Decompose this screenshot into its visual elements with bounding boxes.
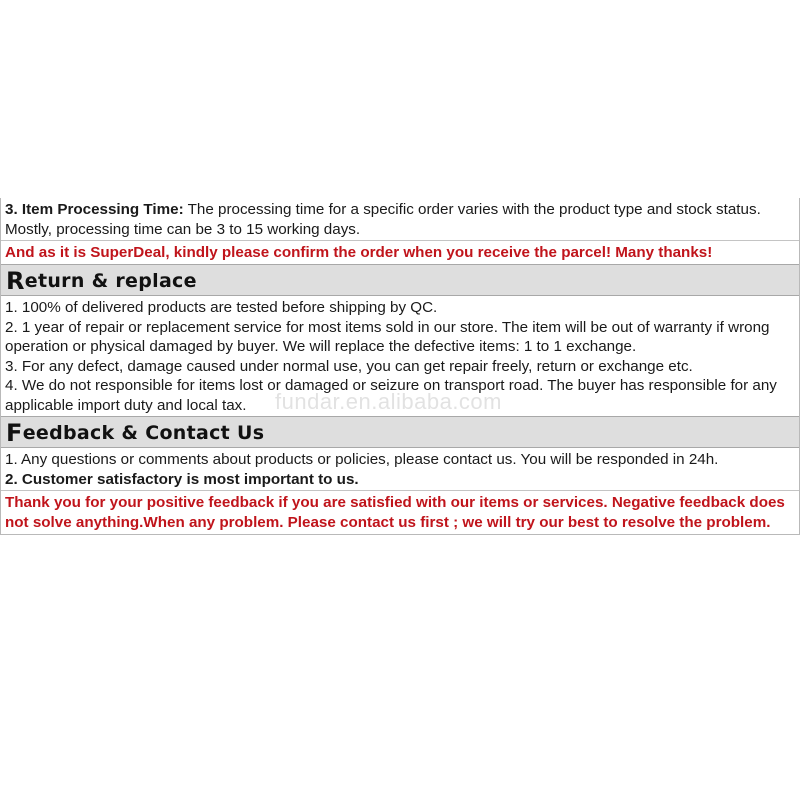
processing-time-cell [1, 198, 799, 240]
feedback-list [1, 448, 799, 490]
feedback-contact-header [1, 416, 799, 448]
feedback-title-rest: eedback & Contact Us [22, 421, 265, 444]
list-item: 1. 100% of delivered products are tested before shipping by QC. [5, 299, 438, 316]
list-item: 1. Any questions or comments about products or policies, please contact us. You will be responded in 24h. [5, 451, 719, 468]
return-replace-header [1, 264, 799, 296]
list-item: 3. For any defect, damage caused under normal use, you can get repair freely, return or exchange etc. [5, 357, 693, 375]
processing-time-label: 3. Item Processing Time: [5, 201, 184, 218]
return-policy-list [1, 296, 799, 416]
confirm-order-notice: And as it is SuperDeal, kindly please confirm the order when you receive the parcel! Many thanks! [1, 240, 799, 264]
list-item-bold: 2. Customer satisfactory is most important to us. [5, 470, 359, 488]
list-item: 4. We do not responsible for items lost or damaged or seizure on transport road. The buyer has responsible for any applicable import duty and local tax. [5, 377, 777, 414]
feedback-title-initial: F [6, 418, 23, 447]
list-item: 2. 1 year of repair or replacement service for most items sold in our store. The item will be out of warranty if wrong operation or physical damaged by buyer. We will replace the defective items: 1 to 1 exchange. [5, 318, 770, 355]
return-title-rest: eturn & replace [24, 269, 197, 292]
processing-time-text: The processing time for a specific order varies with the product type and stock status. Mostly, processing time can be 3 to 15 working days. [5, 201, 761, 238]
watermark: fundar.en.alibaba.com [275, 389, 502, 414]
feedback-notice: Thank you for your positive feedback if you are satisfied with our items or services. Negative feedback does not solve anything.When any problem. Please contact us first ; we will try our best to resolve the problem. [1, 490, 799, 534]
return-title-initial: R [6, 266, 25, 295]
policy-table [0, 198, 800, 535]
